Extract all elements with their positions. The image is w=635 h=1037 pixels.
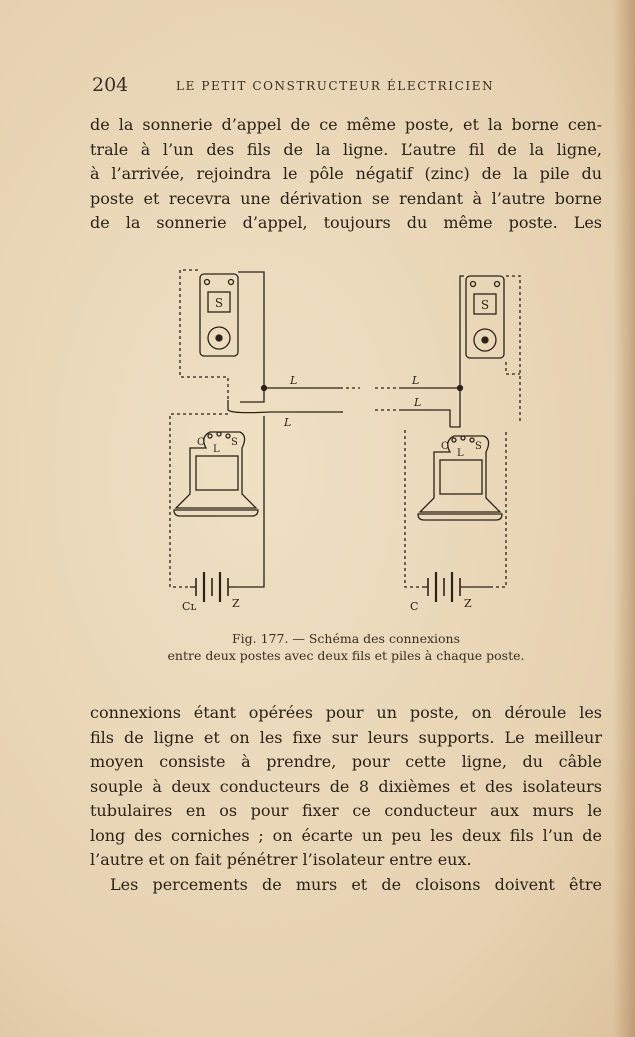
right-telephone-base	[418, 514, 502, 520]
figure-caption	[90, 630, 602, 664]
text-line: l’autre et on fait pénétrer l’isolateur entre eux.	[90, 850, 472, 869]
right-line-L2-label: L	[414, 396, 422, 409]
left-battery	[190, 572, 235, 602]
left-line-L1	[238, 272, 340, 388]
left-bell-terminal-b	[229, 280, 234, 285]
right-junction	[458, 386, 463, 391]
page-number: 204	[92, 74, 129, 96]
text-line: moyen consiste à prendre, pour cette ligne, du câble	[90, 752, 602, 771]
right-line-L2	[400, 410, 450, 427]
left-terminal-l: L	[213, 444, 220, 455]
left-junction	[262, 386, 267, 391]
right-phone-terminal-3	[470, 438, 474, 442]
caption-line-1: Fig. 177. — Schéma des connexions	[231, 631, 461, 646]
text-line: poste et recevra une dérivation se rendant à l’autre borne	[90, 188, 602, 208]
left-phone-terminal-1	[208, 434, 212, 438]
right-line-L1	[400, 276, 464, 388]
right-bell-terminal-b	[495, 282, 500, 287]
left-phone-terminal-2	[217, 432, 221, 436]
right-branch	[450, 388, 460, 427]
text-line: de la sonnerie d’appel, toujours du même poste. Les	[90, 213, 602, 232]
running-title: LE PETIT CONSTRUCTEUR ÉLECTRICIEN	[176, 79, 495, 93]
right-dashed-wire-a	[506, 276, 520, 422]
text-line: fils de ligne et on les fixe sur leurs supports. Le meilleur	[90, 727, 602, 747]
wiring-diagram	[160, 262, 530, 622]
left-battery-zinc-label: Z	[232, 597, 240, 610]
text-line: connexions étant opérées pour un poste, on déroule les	[90, 703, 602, 722]
left-bell-hammer	[216, 335, 222, 341]
right-bell-terminal-a	[471, 282, 476, 287]
left-bell-terminal-a	[205, 280, 210, 285]
text-line: souple à deux conducteurs de 8 dixièmes et des isolateurs	[90, 776, 602, 796]
left-line-L1-label: L	[290, 374, 298, 387]
left-station	[170, 270, 360, 613]
right-dashed-wire-d	[405, 430, 422, 587]
right-battery-zinc-label: Z	[464, 597, 472, 610]
right-battery-carbon-label: C	[410, 600, 419, 613]
left-battery-carbon-label: Cʟ	[182, 600, 197, 613]
left-telephone-base	[174, 510, 258, 516]
right-battery	[422, 572, 490, 602]
right-telephone-window	[440, 460, 482, 494]
right-terminal-l: L	[457, 448, 464, 459]
text-line: Les percements de murs et de cloisons doivent être	[110, 875, 602, 894]
left-terminal-s: S	[231, 437, 238, 448]
text-line: tubulaires en os pour fixer ce conducteur aux murs le	[90, 801, 602, 820]
left-bell-box	[200, 274, 238, 356]
right-phone-terminal-1	[452, 438, 456, 442]
left-terminal-c: C	[197, 437, 205, 448]
page-header	[92, 74, 602, 100]
text-line: de la sonnerie d’appel de ce même poste, et la borne cen-	[90, 115, 602, 134]
left-line-L2-label: L	[284, 416, 292, 429]
paragraph-3	[90, 873, 602, 898]
right-station	[375, 276, 520, 613]
page-edge-shadow	[613, 0, 635, 1037]
right-phone-terminal-2	[461, 436, 465, 440]
text-line: long des corniches ; on écarte un peu les deux fils l’un de	[90, 825, 602, 845]
left-telephone-window	[196, 456, 238, 490]
right-line-L1-label: L	[412, 374, 420, 387]
right-terminal-c: C	[441, 441, 449, 452]
text-line: à l’arrivée, rejoindra le pôle négatif (zinc) de la pile du	[90, 164, 602, 183]
left-phone-terminal-3	[226, 434, 230, 438]
left-bell-label: S	[214, 296, 224, 310]
wiring-diagram-figure	[160, 262, 530, 622]
right-bell-box	[466, 276, 504, 358]
right-terminal-s: S	[475, 441, 482, 452]
caption-line-2: entre deux postes avec deux fils et piles à chaque poste.	[167, 648, 525, 663]
right-bell-hammer	[482, 337, 488, 343]
paragraph-2	[90, 701, 602, 873]
right-bell-label: S	[480, 298, 490, 312]
text-line: trale à l’un des fils de la ligne. L’autre fil de la ligne,	[90, 139, 602, 159]
paragraph-1	[90, 113, 602, 236]
right-dashed-wire-b	[506, 362, 520, 374]
left-branch	[240, 388, 264, 402]
